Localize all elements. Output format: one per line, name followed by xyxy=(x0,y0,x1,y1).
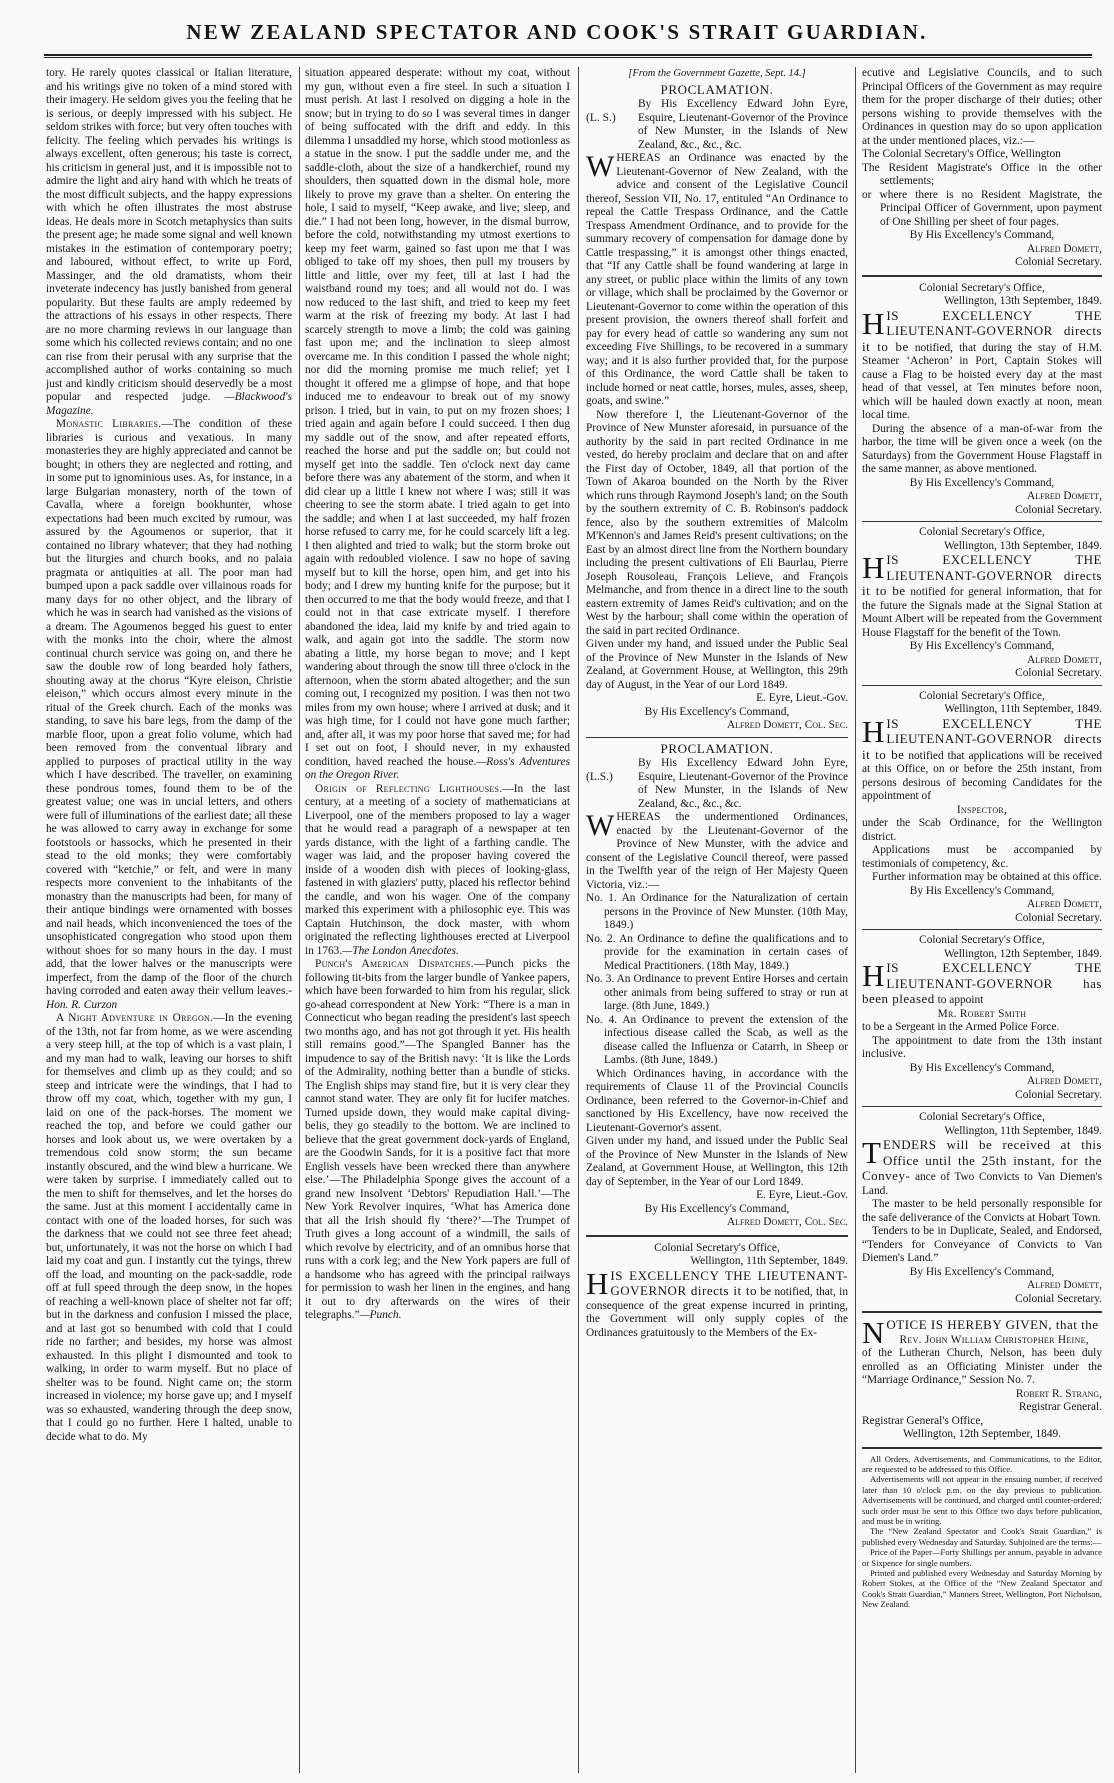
column-divider xyxy=(299,67,300,1773)
proclamation-by: By His Excellency Edward John Eyre, Esquire, Lieutenant-Governor of the Province of New Munster, in the Islands of New Zealand, &c., &c., &c. xyxy=(638,757,848,810)
drop-cap: T xyxy=(862,1135,881,1170)
drop-cap: H xyxy=(862,958,885,993)
newspaper-title: NEW ZEALAND SPECTATOR AND COOK'S STRAIT GUARDIAN. xyxy=(186,20,928,44)
office-line: Colonial Secretary's Office, xyxy=(654,1241,780,1254)
proclamation-body: WHEREAS an Ordinance was enacted by the Lieutenant-Governor of New Zealand, with the advice and consent of the Legislative Council thereof, Session VII, No. 17, entituled “An Ordinance to repeal the Cattle Trespass Ordinance, and the Cattle Trespass Amendment Ordinance, and to provide for the summary recovery of compensation for damage done by Cattle trespassing,” it is amongst other things enacted, that “If any Cattle shall be found wandering at large in any street, or public place within the limits of any town or village, which shall be proclaimed by the Governor or Lieutenant-Governor to come within the operation of this present provision, the owners thereof shall forfeit and pay for every head of cattle so wandering any sum not exceeding Five Shillings, to be recovered in a summary way; and it is also further provided that, for the purpose of this Ordinance, the word Cattle shall be taken to include horned or neat cattle, horses, mules, asses, sheep, goats, and swine.” xyxy=(586,150,848,407)
command-line: By His Excellency's Command, xyxy=(909,640,1055,652)
article-punch-dispatches: Punch's American Dispatches.—Punch picks the following tit-bits from the larger bundle of Yankee papers, which have been forwarded to him from his regular, slick go-ahead correspondent at New York: “There is a man in Connecticut who began reading the president's last speech two months ago, and has not got through it yet. His health still remains good.”—The Spangled Banner has the impudence to say of the British navy: ‘It is like the Lords of the Admirality, nothing better than a bundle of sticks. The English ships may stand fire, but it is very clear they cannot stand water. They are only fit for lucifer matches. Turned upside down, they would make capital diving-belis, they go steadily to the bottom. We are inclined to believe that the great government dock-yards of England, are the Goodwin Sands, for it is a positive fact that more English vessels have been wrecked there than anywhere else.’—The Philadelphia Sponge gives the account of a grand new Insolvent ‘Debtors' Repudiation Hall.’—The New York Revolver inquires, ‘What has America done that all the Irish should fly ‘there?’—The Trumpet of Truth gives a long account of a windmill, the sails of which revolve by electricity, and of an omnibus horse that runs with a cork leg; and the New York papers are full of a handsome who has agreed with the principal railways for permission to wash her linen in the engines, and hang it out to dry afterwards on the wires of their telegraphs.”—Punch. xyxy=(305,958,570,1321)
gazette-source: [From the Government Gazette, Sept. 14.] xyxy=(628,68,806,79)
column-3 xyxy=(586,67,848,1777)
notice-body: Applications must be accompanied by testimonials of competency, &c. xyxy=(862,844,1102,870)
drop-cap: H xyxy=(862,550,885,585)
proclamation-title: PROCLAMATION. xyxy=(660,81,774,97)
section-rule xyxy=(862,1447,1102,1449)
office-line: Colonial Secretary's Office, xyxy=(919,526,1045,538)
secretary-name: Alfred Domett, xyxy=(1027,1075,1102,1087)
proclamation-title: PROCLAMATION. xyxy=(660,740,774,756)
date-line: Wellington, 11th September, 1849. xyxy=(944,1124,1102,1137)
article-text: tory. He rarely quotes classical or Italian literature, and his writings give no token of a mind stored with their imagery. He seldom gives you the feeling that he is serious, or deeply impressed with his subject. He seldom strikes with force; but very often touches with felicity. The feeling which pervades his writings is always excellent, often generous; his taste is correct, his criticism in general just, and it is impossible not to admire the light and airy hand with which he treats of the most difficult subjects, and the happy expressions with which he often illustrates the most abstruse ideas. He deals more in Scotch metaphysics than suits the present age; he made some signal and well known mistakes in the estimation of contemporary poetry; and laboured, without effect, to write up Ford, Massinger, and the old dramatists, whom their inveterate indecency has justly banished from general popularity. But these faults are amply redeemed by the attractions of his essays in other respects. There are no more charming reviews in our language than some which his collected reviews contain; and no one can rise from their perusal with any surprise that the accomplished author of works containing so much just and kindly criticism should deservedly be a most popular and respected judge. —Blackwood's Magazine. xyxy=(46,67,292,417)
date-line: Wellington, 13th September, 1849. xyxy=(943,539,1102,552)
drop-cap: H xyxy=(862,305,885,341)
column-divider xyxy=(855,67,856,1773)
proclamation-given: Given under my hand, and issued under the Public Seal of the Province of New Munster in the Islands of New Zealand, at Government House, at Wellington, this 29th day of August, in the Year of our Lord 1849. xyxy=(586,638,848,691)
command-line: By His Excellency's Command, xyxy=(909,884,1055,897)
drop-cap: H xyxy=(862,713,885,749)
column-4 xyxy=(862,67,1102,1777)
secretary-title: Colonial Secretary. xyxy=(1015,503,1102,516)
notice-body: The appointment to date from the 13th instant inclusive. xyxy=(862,1034,1102,1060)
imprint-line: Printed and published every Wednesday and Saturday Morning by Robert Stokes, at the Office of the “New Zealand Spectator and Cook's Strait Guardian,” Manners Street, Wellington, Port Nicholson, New Zealand. xyxy=(862,1567,1102,1610)
office-line: Registrar General's Office, xyxy=(862,1414,984,1427)
section-rule xyxy=(586,737,848,738)
drop-cap: N xyxy=(862,1315,885,1350)
masthead-rule-thin xyxy=(44,57,1092,58)
notice-body: HIS EXCELLENCY THE LIEUTENANT-GOVERNOR directs it to be notified that applications will be received at this Office, on or before the 25th instant, from persons desirous of becoming Candidates for the appointment of xyxy=(862,713,1102,802)
imprint xyxy=(862,1454,1102,1610)
imprint-line: The “New Zealand Spectator and Cook's Strait Guardian,” is published every Wednesday and Saturday. Subjoined are the terms:— xyxy=(862,1526,1102,1547)
drop-cap: W xyxy=(586,150,615,183)
drop-cap: W xyxy=(586,809,615,842)
secretary-name: Alfred Domett, xyxy=(1027,242,1102,255)
secretary-signature: Alfred Domett, Col. Sec. xyxy=(726,1216,848,1228)
notice-body: under the Scab Ordinance, for the Wellington district. xyxy=(862,817,1102,843)
date-line: Wellington, 11th September, 1849. xyxy=(690,1255,848,1267)
proclamation-body: Which Ordinances having, in accordance with the requirements of Clause 11 of the Provincial Councils Ordinance, been referred to the Governor-in-Chief and sanctioned by His Excellency, have now received the Lieutenant-Governor's assent. xyxy=(586,1067,848,1134)
proclamation-given: Given under my hand, and issued under the Public Seal of the Province of New Munster in the Islands of New Zealand, at Government House, at Wellington, this 12th day of September, in the Year of our Lord 1849. xyxy=(586,1135,848,1188)
notice-body: Tenders to be in Duplicate, Sealed, and Endorsed, “Tenders for Conveyance of Convicts to Van Diemen's Land.” xyxy=(862,1225,1102,1264)
section-rule xyxy=(862,275,1102,277)
drop-cap: H xyxy=(586,1265,609,1301)
proclamation-signature: E. Eyre, Lieut.-Gov. xyxy=(756,692,848,704)
post-title: Inspector, xyxy=(956,803,1008,816)
registrar-title: Registrar General. xyxy=(1018,1401,1102,1413)
office-line: Colonial Secretary's Office, xyxy=(919,934,1045,946)
notice-body: Further information may be obtained at this office. xyxy=(872,871,1102,883)
date-line: Wellington, 12th September, 1849. xyxy=(902,1428,1062,1440)
section-rule xyxy=(862,1311,1102,1313)
appointee-name: Mr. Robert Smith xyxy=(937,1007,1027,1020)
section-rule xyxy=(862,685,1102,686)
office-line: Colonial Secretary's Office, xyxy=(919,281,1045,294)
proclamation-by: By His Excellency Edward John Eyre, Esquire, Lieutenant-Governor of the Province of New Munster, in the Islands of New Zealand, &c., &c., &c. xyxy=(638,98,848,151)
office-line: Colonial Secretary's Office, xyxy=(919,689,1045,702)
command-line: By His Excellency's Command, xyxy=(909,1061,1055,1074)
masthead-rule xyxy=(44,54,1092,56)
imprint-line: All Orders, Advertisements, and Communications, to the Editor, are requested to be addressed to this Office. xyxy=(862,1453,1102,1474)
ordinance-item: No. 1. An Ordinance for the Naturalization of certain persons in the Province of New Munster. (10th May, 1849.) xyxy=(586,892,848,931)
article-night-adventure: A Night Adventure in Oregon.—In the evening of the 13th, not far from home, as we were ascending a very steep hill, at the top of which is a vast plain, I and my man had to walk, leaving our horses to shift for themselves and climb up as they could; and so steep and intricate were the windings, that I had to throw off my coat, which, together with my gun, I laid on one of the pack-horses. The moment we reached the top, and before we could gather our horses and look about us, we were overtaken by a tremendous cold snow storm; the sun became instantly obscured, and the wind blew a hurricane. We were taken by surprise. I immediately called out to the men to shift for themselves, and let the horses do the same. Just at this moment I accidentally came in contact with one of the loaded horses, for such was the darkness that we could not see three feet ahead; but, unfortunately, it was not the horse on which I had laid my coat and gun. I instantly cut the tyings, threw off the load, and mounting on the pack-saddle, rode off at full speed through the deep snow, in the hopes of reaching a well-known place of shelter not far off; but in the darkness and confusion I missed the place, and at last got so benumbed with cold that I could ride no farther; and besides, my horse was almost exhausted. In this plight I dismounted and took to walking, in order to warm myself. But no place of shelter was to be found. Night came on; the storm increased in violence; my horse gave up; and I myself was so exhausted, wandering through the deep snow, that I could go no further. Here I halted, unable to decide what to do. My xyxy=(46,1012,292,1443)
secretary-name: Alfred Domett, xyxy=(1027,898,1102,910)
secretary-name: Alfred Domett, xyxy=(1027,653,1102,666)
registrar-name: Robert R. Strang, xyxy=(1015,1387,1102,1400)
secretary-title: Colonial Secretary. xyxy=(1015,1088,1102,1101)
date-line: Wellington, 11th September, 1849. xyxy=(944,703,1102,715)
seal-mark: (L. S.) xyxy=(586,112,616,124)
date-line: Wellington, 12th September, 1849. xyxy=(943,947,1102,960)
notice-body: ecutive and Legislative Councils, and to such Principal Officers of the Government as may require them for the proper discharge of their duties; other persons wishing to provide themselves with the Ordinances in question may do so upon application at the under mentioned places, viz.:— xyxy=(862,67,1102,147)
secretary-signature: Alfred Domett, Col. Sec. xyxy=(726,719,848,731)
section-rule xyxy=(862,521,1102,522)
minister-name: Rev. John William Christopher Heine, xyxy=(899,1333,1089,1346)
proclamation-signature: E. Eyre, Lieut.-Gov. xyxy=(756,1189,848,1201)
secretary-title: Colonial Secretary. xyxy=(1015,667,1102,679)
notice-body: HIS EXCELLENCY THE LIEUTENANT-GOVERNOR has been pleased to appoint xyxy=(862,958,1102,1006)
notice-body: of the Lutheran Church, Nelson, has been duly enrolled as an Officiating Minister under the “Marriage Ordinance,” Session No. 7. xyxy=(862,1347,1102,1386)
article-monastic-libraries: Monastic Libraries.—The condition of these libraries is curious and vexatious. In many monasteries they are highly appreciated and cannot be bought; in others they are neglected and rotting, and in some put to ignominious uses. As, for instance, in a large Bulgarian monastery, north of the town of Cavalla, where a foreign bookhunter, whose expectations had been much excited by rumour, was assured by the Agoumenos or superior, that it contained no library whatever; that they had nothing but the liturgies and church books, and no palaia pragmata or antiquities at all. The poor man had bumped upon a pack saddle over villainous roads for many days for no other object, and the library of which he was in search had vanished as the visions of a dream. The Agoumenos begged his guest to enter with the monks into the choir, where the almost continual church service was going on, and there he saw the double row of long bearded holy fathers, shouting away at the chorus “Kyre eleison, Christie eleison,” which occurs almost every minute in the ritual of the Greek church. Each of the monks was standing, to save his bare legs, from the damp of the marble floor, upon a great folio volume, which had been removed from the conventual library and applied to purposes of practical utility in the way which I have described. The traveller, on examining these pondrous tomes, found them to be of the greatest value; one was in uncial letters, and others were full of illuminations of the earliest date; all these he was allowed to carry away in exchange for some footstools or hassocks, which he presented in their stead to the old monks; they were comfortably covered with “ketchie,” or felt, and were in many respects more convenient to the inhabitants of the monastry than the manuscripts had been, for many of their antique bindings were ornamented with bosses and nail heads, which inconvenienced the toes of the unsophisticated congregation who stood upon them without shoes for so many hours in the day. I must add, that the lower halves or the manuscripts were imperfect, from the damp of the floor of the church having corroded and eaten away their vellum leaves.-Hon. R. Curzon xyxy=(46,418,292,1011)
place-item: The Resident Magistrate's Office in the other settlements; xyxy=(862,161,1102,187)
imprint-line: Price of the Paper—Forty Shillings per annum, payable in advance or Sixpence for single numbers. xyxy=(862,1547,1102,1568)
secretary-title: Colonial Secretary. xyxy=(1015,911,1102,924)
column-divider xyxy=(578,67,579,1773)
section-rule xyxy=(586,1235,848,1237)
ordinance-item: No. 3. An Ordinance to prevent Entire Horses and certain other animals from being suffered to stray or run at large. (8th June, 1849.) xyxy=(586,973,848,1012)
command-line: By His Excellency's Command, xyxy=(909,1265,1055,1278)
command-line: By His Excellency's Command, xyxy=(644,705,790,718)
secretary-name: Alfred Domett, xyxy=(1027,490,1102,502)
seal-mark: (L.S.) xyxy=(586,771,613,783)
secretary-name: Alfred Domett, xyxy=(1027,1279,1102,1291)
secretary-title: Colonial Secretary. xyxy=(1015,256,1102,268)
notice-body: to be a Sergeant in the Armed Police Force. xyxy=(862,1021,1060,1033)
notice-body: HIS EXCELLENCY THE LIEUTENANT-GOVERNOR directs it to be notified for general information, that for the future the Signals made at the Signal Station at Mount Albert will be repeated from the Government House Flagstaff for the benefit of the Town. xyxy=(862,550,1102,639)
office-line: Colonial Secretary's Office, xyxy=(919,1111,1045,1123)
section-rule xyxy=(862,929,1102,930)
notice-body: HIS EXCELLENCY THE LIEUTENANT-GOVERNOR directs it to be notified, that, in consequence of the great expense incurred in printing, the Government will only supply copies of the Ordinances gratuitously to the Members of the Ex- xyxy=(586,1265,848,1339)
proclamation-header xyxy=(586,98,848,152)
secretary-title: Colonial Secretary. xyxy=(1015,1292,1102,1305)
article-text: situation appeared desperate: without my coat, without my gun, without even a fire steel. In such a situation I must perish. At last I resolved on digging a hole in the snow; but in trying to do so I was several times in danger of being suffocated with the drift and eddy. In this dilemma I unsaddled my horse, which stood motionless as a statue in the snow. I put the saddle under me, and the saddle-cloth, about the size of a handkerchief, round my shoulders, then squatted down in the dismal hole, more likely to prove my grave than a shelter. On entering the hole, I said to myself, “Keep awake, and live; sleep, and die.” I had not been long, however, in the dismal burrow, before the cold, notwithstanding my utmost exertions to keep my feet warm, gained so fast upon me that I was obliged to take off my shoes, then pull my trousers by little and little, over my feet, till at last I had the waistband round my toes; and all would not do. I was now reduced to the last shift, and tried to keep my feet warm at the risk of freezing my body. At last I had scarcely strength to move a limb; the cold was gaining fast upon me; and the inclination to sleep almost overcame me. In this condition I passed the whole night; nor did the morning promise me much relief; yet I thought it offered me a glimpse of hope, and that hope induced me to endeavour to break out of my snowy prison. I tried, but in vain, to put on my frozen shoes; I tried again and again before I could succeed. I then dug my saddle out of the snow, and after repeated efforts, reached the horse and put the saddle on; but could not myself get into the saddle. Ten o'clock next day came before there was any abatement of the storm, and when it did clear up a little I knew not where I was; still it was cheering to see the storm abate. I tried again to get into the saddle; and when I at last succeeded, my half frozen horse refused to carry me, for he could scarcely lift a leg. I then alighted and tried to walk; but the storm broke out again with redoubled violence. I saw no hope of saving myself but to kill the horse, open him, and get into his body; and I drew my hunting knife for the purpose; but it then occurred to me that the body would freeze, and that I could not in that case extricate myself. I therefore abandoned the idea, laid my knife by and tried again to walk, and again got into the saddle. The storm now abating a little, my horse began to move; and I kept wandering about through the snow till three o'clock in the afternoon, when the storm abated altogether; and the sun coming out, I recognized my position. I was then not two miles from my own house; where I arrived at dusk; and it was high time, for I could not have gone much farther; and, after all, it was my poor horse that saved me; for had I set out on foot, I should never, in my exhausted condition, haved reached the house.—Ross's Adventures on the Oregon River. xyxy=(305,67,570,781)
command-line: By His Excellency's Command, xyxy=(909,476,1055,489)
column-2 xyxy=(305,67,570,1777)
place-item: The Colonial Secretary's Office, Wellington xyxy=(862,148,1061,160)
imprint-line: Advertisements will not appear in the ensuing number, if received later than 10 o'clock p.m. on the day previous to publication. Advertisements will be continued, and charged until counter-ordered; such order must be sent to this Office two days before publication, and must be in writing. xyxy=(862,1474,1102,1526)
notice-body: The master to be held personally responsible for the safe deliverance of the Convicts at Hobart Town. xyxy=(862,1198,1102,1224)
proclamation-body: WHEREAS the undermentioned Ordinances, enacted by the Lieutenant-Governor of the Province of New Munster, with the advice and consent of the Legislative Council thereof, were passed in the Twelfth year of the reign of Her Majesty Queen Victoria, viz.:— xyxy=(586,809,848,891)
ordinance-item: No. 2. An Ordinance to define the qualifications and to provide for the examination in certain cases of Medical Practitioners. (18th May, 1849.) xyxy=(586,932,848,972)
date-line: Wellington, 13th September, 1849. xyxy=(943,295,1102,307)
article-reflecting-lighthouses: Origin of Reflecting Lighthouses.—In the last century, at a meeting of a society of mathematicians at Liverpool, one of the members proposed to lay a wager that he would read a paragraph of a newspaper at ten yards distance, with the light of a farthing candle. The wager was laid, and the proposer having covered the inside of a wooden dish with pieces of looking-glass, fastened in with glaziers' putty, placed his reflector behind the candle, and won his wager. One of the company marked this experiment with a philosophic eye. This was Captain Hutchinson, the dock master, with whom originated the reflecting lighthouses erected at Liverpool in 1763.—The London Anecdotes. xyxy=(305,782,570,957)
masthead xyxy=(0,0,1114,58)
command-line: By His Excellency's Command, xyxy=(909,229,1055,241)
notice-body: HIS EXCELLENCY THE LIEUTENANT-GOVERNOR directs it to be notified, that during the stay of H.M. Steamer ‘Acheron’ in Port, Captain Stokes will cause a Flag to be hoisted every day at the mast head of that vessel, at Ten minutes before noon, which will be hauled down exactly at noon, mean local time. xyxy=(862,305,1102,421)
command-line: By His Excellency's Command, xyxy=(644,1202,790,1215)
proclamation-body: Now therefore I, the Lieutenant-Governor of the Province of New Munster aforesaid, in pursuance of the authority by the said in part recited Ordinance in me vested, do hereby proclaim and declare that on and after the First day of October, 1849, all that portion of the Town of Akaroa bounded on the North by the River which runs through Raymond Joseph's land; on the South by the southern extremity of C. B. Robinson's paddock fence, also by the southern extremities of Malcolm M'Kennon's and James Reid's present cultivations; on the East by an almost direct line from the Northern boundary including the present cultivations of Eli Baurlau, Pierre Joseph Rousoleau, François Lelieve, and François Melmanche, and from thence in a direct line to the south eastern extremity of James Reid's cultivation; and on the West by the harbour; shall come within the operation of the said in part recited Ordinance. xyxy=(586,408,848,637)
column-1 xyxy=(46,67,292,1777)
ordinance-item: No. 4. An Ordinance to prevent the extension of the infectious disease called the Scab, as well as the disease called the Influenza or Catarrh, in Sheep or Lambs. (8th June, 1849.) xyxy=(586,1013,848,1066)
place-item: or where there is no Resident Magistrate, the Principal Officer of Government, upon payment of One Shilling per sheet of four pages. xyxy=(862,188,1102,228)
proclamation-header xyxy=(586,757,848,811)
notice-body: TENDERS will be received at this Office until the 25th instant, for the Convey- ance of Two Convicts to Van Diemen's Land. xyxy=(862,1135,1102,1197)
notice-body: NOTICE IS HEREBY GIVEN, that the xyxy=(862,1315,1099,1350)
section-rule xyxy=(862,1106,1102,1107)
notice-body: During the absence of a man-of-war from the harbor, the time will be given once a week (on the Saturdays) from the Government House Flagstaff in the same manner, as above mentioned. xyxy=(862,422,1102,475)
